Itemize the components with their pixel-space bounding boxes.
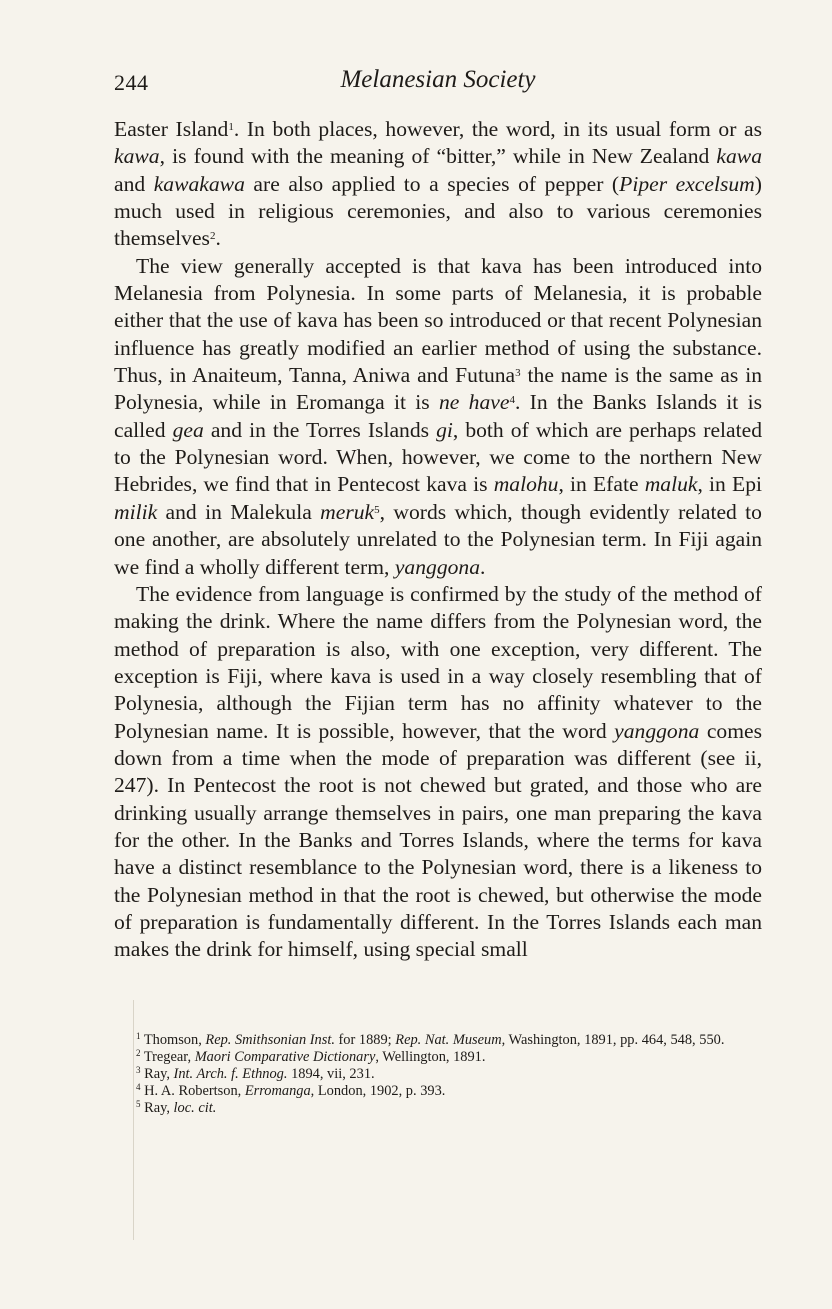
italic-term: meruk	[320, 499, 375, 524]
italic-term: gi	[436, 417, 453, 442]
italic-term: maluk	[644, 472, 698, 497]
text-run: The evidence from language is confirmed by the study of the method of making the drink. Where the name differs from the Polynesian word, the method of preparation is also, with one exception, very different. The exception is Fiji, where kava is used in a way closely resembling that of Polynesia, although the Fijian term has no affinity whatever to the Polynesian name. It is possible, however, that the word	[114, 581, 762, 743]
footnote	[114, 1066, 762, 1083]
italic-term: Maori Comparative Dictionary	[194, 1049, 376, 1065]
footnote-ref: 2	[209, 230, 216, 243]
italic-term: kawakawa	[153, 171, 245, 196]
text-run: Thomson,	[140, 1032, 206, 1048]
text-run: , Wellington, 1891.	[375, 1049, 486, 1065]
italic-term: loc. cit.	[173, 1100, 217, 1116]
italic-term: kawa	[114, 144, 160, 169]
text-run: .	[215, 226, 221, 251]
italic-term: ne have	[439, 390, 510, 415]
italic-term: Int. Arch. f. Ethnog.	[173, 1066, 288, 1082]
text-run: and in Malekula	[157, 499, 321, 524]
text-run: for 1889;	[334, 1032, 396, 1048]
italic-term: Piper excelsum	[619, 171, 755, 196]
text-run: , London, 1902, p. 393.	[310, 1083, 446, 1099]
running-title: Melanesian Society	[340, 66, 536, 93]
italic-term: yanggona	[394, 554, 481, 579]
page-number: 244	[114, 70, 149, 95]
page-header	[114, 60, 762, 104]
footnote-ref: 1	[136, 1031, 141, 1041]
italic-term: Erromanga	[244, 1083, 311, 1099]
italic-term: malohu	[493, 472, 559, 497]
text-run: ) much used in religious ceremonies, and also to various ceremonies themselves	[114, 171, 762, 251]
footnote	[114, 1083, 762, 1100]
text-run: H. A. Robertson,	[140, 1083, 245, 1099]
paragraph	[114, 116, 762, 253]
italic-term: Rep. Nat. Museum	[395, 1032, 502, 1048]
italic-term: yanggona	[614, 718, 700, 743]
text-run: Ray,	[140, 1066, 174, 1082]
text-run: Tregear,	[140, 1049, 195, 1065]
text-run: The view generally accepted is that kava has been introduced into Melanesia from Polynesia. In some parts of Melanesia, it is probable either that the use of kava has been so introduced or that recent Polynesian influence has greatly modified an earlier method of using the substance. Thus, in Anaiteum, Tanna, Aniwa and Futuna	[114, 253, 762, 388]
footnote	[114, 1100, 762, 1117]
text-run: , in Efate	[558, 472, 645, 497]
footnote-ref: 1	[228, 121, 234, 133]
text-run: , words which, though evidently related to one another, are absolutely unrelated to the Polynesian term. In Fiji again we find a wholly different term,	[114, 499, 762, 579]
text-run: the name is the same as in Polynesia, while in Eromanga it is	[114, 363, 762, 415]
footnote-ref: 2	[136, 1048, 141, 1058]
footnote-ref: 4	[509, 394, 515, 407]
text-run: 1894, vii, 231.	[287, 1066, 375, 1082]
text-run: , is found with the meaning of “bitter,” while in New Zealand	[159, 144, 717, 169]
footnote-ref: 5	[374, 503, 380, 516]
body-text	[114, 116, 762, 964]
text-run: and in the Torres Islands	[203, 417, 437, 442]
footnotes	[114, 1032, 762, 1117]
paragraph	[114, 581, 762, 964]
footnote-ref: 3	[515, 367, 521, 380]
text-run: comes down from a time when the mode of preparation was different (see ii, 247). In Pentecost the root is not chewed but grated, and those who are drinking usually arrange themselves in pairs, one man preparing the kava for the other. In the Banks and Torres Islands, where the terms for kava have a distinct resemblance to the Polynesian word, there is a likeness to the Polynesian method in that the root is chewed, but otherwise the mode of preparation is fundamentally different. In the Torres Islands each man makes the drink for himself, using special small	[114, 718, 762, 962]
footnote	[114, 1049, 762, 1066]
italic-term: Rep. Smithsonian Inst.	[205, 1032, 335, 1048]
text-run: , Washington, 1891, pp. 464, 548, 550.	[501, 1032, 725, 1048]
text-run: . In the Banks Islands it is called	[114, 390, 762, 442]
text-run: Easter Island	[114, 117, 229, 141]
italic-term: milik	[114, 499, 158, 524]
footnote-ref: 3	[136, 1065, 141, 1075]
text-run: .	[480, 554, 486, 579]
italic-term: kawa	[716, 144, 762, 169]
text-run: . In both places, however, the word, in its usual form or as	[233, 117, 762, 141]
italic-term: gea	[172, 417, 204, 442]
paragraph	[114, 253, 762, 581]
text-run: , in Epi	[697, 472, 762, 497]
footnote-ref: 5	[136, 1099, 141, 1109]
text-run: and	[114, 171, 154, 196]
text-run: Ray,	[140, 1100, 174, 1116]
footnote-ref: 4	[136, 1082, 141, 1092]
footnote	[114, 1032, 762, 1049]
text-run: , both of which are perhaps related to the Polynesian word. When, however, we come to the northern New Hebrides, we find that in Pentecost kava is	[114, 417, 762, 497]
text-run: are also applied to a species of pepper (	[244, 171, 620, 196]
